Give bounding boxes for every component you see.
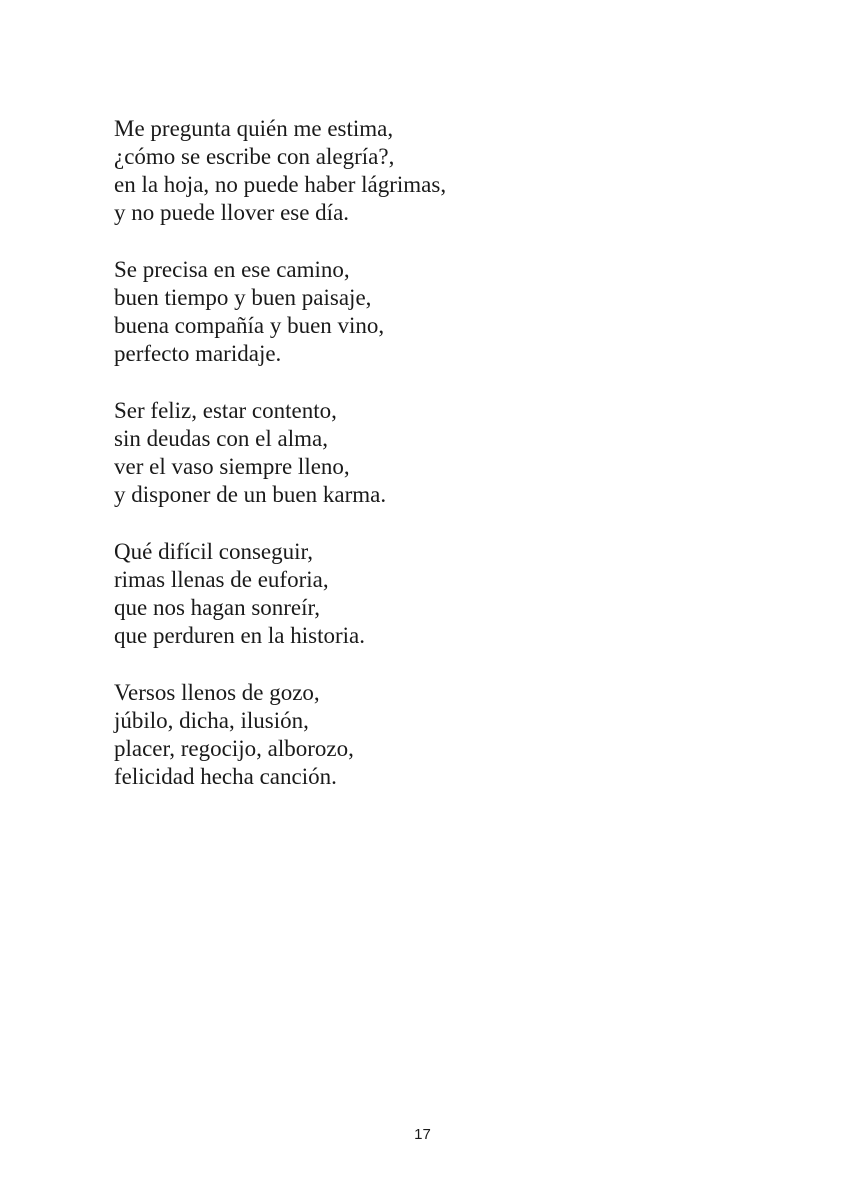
- poem-line: ver el vaso siempre lleno,: [114, 454, 350, 479]
- poem-line: y disponer de un buen karma.: [114, 482, 387, 507]
- poem-line: y no puede llover ese día.: [114, 200, 350, 225]
- poem-line: que nos hagan sonreír,: [114, 595, 321, 620]
- poem-line: buen tiempo y buen paisaje,: [114, 285, 372, 310]
- page-number: 17: [414, 1126, 431, 1143]
- poem-line: placer, regocijo, alborozo,: [114, 736, 354, 761]
- poem-line: júbilo, dicha, ilusión,: [114, 708, 309, 733]
- stanza-4: [114, 538, 754, 650]
- poem-line: rimas llenas de euforia,: [114, 567, 329, 592]
- poem-line: ¿cómo se escribe con alegría?,: [114, 144, 395, 169]
- poem-line: que perduren en la historia.: [114, 623, 365, 648]
- poem-line: Versos llenos de gozo,: [114, 680, 320, 705]
- stanza-1: [114, 115, 754, 227]
- poem-body: [114, 115, 754, 820]
- poem-line: buena compañía y buen vino,: [114, 313, 385, 338]
- poem-line: Qué difícil conseguir,: [114, 539, 313, 564]
- stanza-2: [114, 256, 754, 368]
- poem-line: Ser feliz, estar contento,: [114, 398, 337, 423]
- poem-line: felicidad hecha canción.: [114, 764, 337, 789]
- poem-line: Me pregunta quién me estima,: [114, 116, 394, 141]
- poem-line: sin deudas con el alma,: [114, 426, 328, 451]
- stanza-3: [114, 397, 754, 509]
- poem-line: en la hoja, no puede haber lágrimas,: [114, 172, 447, 197]
- poem-line: perfecto maridaje.: [114, 341, 282, 366]
- poem-line: Se precisa en ese camino,: [114, 257, 350, 282]
- stanza-5: [114, 679, 754, 791]
